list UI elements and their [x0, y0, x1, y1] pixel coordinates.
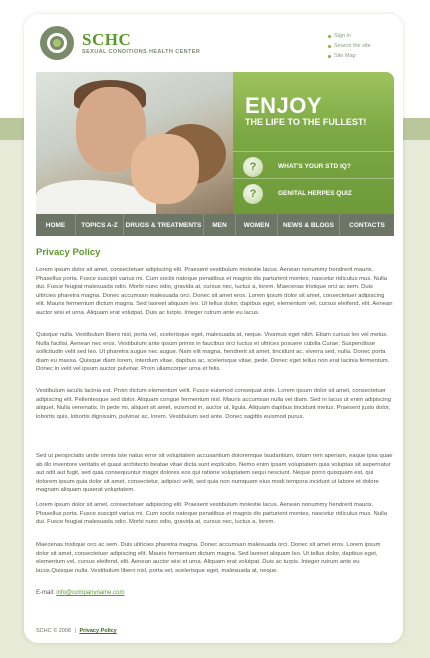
top-link-site-map[interactable] [328, 51, 371, 61]
footer-separator: | [74, 628, 76, 634]
question-icon: ? [243, 157, 263, 177]
banner-photo [36, 72, 233, 214]
email-label: E-mail: [36, 590, 55, 596]
top-link-label: Sign in [334, 33, 351, 39]
quiz-link-std-iq[interactable] [233, 151, 394, 181]
content-paragraph: Maecenas tristique orci ac sem. Duis ultricies pharetra magna. Donec accumsan malesuada orci. Donec sit amet eros. Lorem ipsum dolor sit amet, consectetuer adipiscing elit. Mauris fermentum dictum magna. Sed laoreet aliquam leo. Ut tellus dolor, dapibus eget, elementum vel, cursus eleifend, elit. Aenean auctor wisi et urna. Aliquam erat volutpat. Duis ac turpis. Integer rutrum ante eu lacus.Quisque nulla. Vestibulum libero nisl, porta vel, scelerisque eget, malesuada at, neque. [36, 542, 381, 574]
main-nav [36, 214, 394, 236]
content-paragraph: Lorem ipsum dolor sit amet, consectetuer adipiscing elit. Praesent vestibulum molestie lacus. Aenean nonummy hendrerit mauris. Phasellus porta. Fusce suscipit varius mi. Cum sociis natoque penatibus et magnis dis parturient montes, nascetur ridiculus mus. Nulla dui. Fusce feugiat malesuada odio. Morbi nunc odio, gravida at, cursus nec, luctus a, lorem. Maecenas tristique orci ac sem. Duis ultricies pharetra magna. Donec accumsan malesuada orci. Donec sit amet eros. Lorem ipsum dolor sit amet, consectetuer adipiscing elit. Mauris fermentum dictum magna. Sed laoreet aliquam leo. Ut tellus dolor, dapibus eget, elementum vel, cursus eleifend, elit. Aenean auctor wisi et urna. Aliquam erat volutpat. Duis ac turpis. Integer rutrum ante eu lacus. [36, 267, 393, 316]
page-title: Privacy Policy [36, 247, 101, 258]
nav-item-men[interactable]: MEN [204, 214, 236, 236]
photo-woman-face [131, 134, 199, 204]
quiz-link-herpes[interactable] [233, 178, 394, 208]
bullet-icon [328, 55, 331, 58]
content-paragraph: Quisque nulla. Vestibulum libero nisl, porta vel, scelerisque eget, malesuada at, neque. Vivamus eget nibh. Etiam cursus leo vel metus. Nulla facilisi. Aenean nec eros. Vestibulum ante ipsum primis in faucibus orci luctus et ultrices posuere cubilia Curae; Suspendisse sollicitudin velit sed leo. Ut pharetra augue nec augue. Nam elit magna, hendrerit sit amet, tincidunt ac, viverra sed, nulla. Donec porta diam eu massa. Quisque diam lorem, interdum vitae, dapibus ac, scelerisque vitae, pede. Donec eget tellus non erat lacinia fermentum. Donec in velit vel ipsum auctor pulvinar. Proin ullamcorper urna et felis. [36, 332, 390, 373]
logo-subtitle: SEXUAL CONDITIONS HEALTH CENTER [82, 49, 201, 55]
top-link-label: Site Map [334, 53, 356, 59]
top-links [328, 31, 371, 61]
footer-privacy-link[interactable]: Privacy Policy [79, 628, 117, 634]
top-link-sign-in[interactable] [328, 31, 371, 41]
nav-item-women[interactable]: WOMEN [236, 214, 278, 236]
content-paragraph: Sed ut perspiciatis unde omnis iste natus error sit voluptatem accusantium doloremque laudantium, totam rem aperiam, eaque ipsa quae ab illo inventore veritatis et quasi architecto beatae vitae dicta sunt explicabo. Nemo enim ipsam voluptatem quia voluptas sit aspernatur aut odit aut fugit, sed quia consequuntur magni dolores eos qui ratione voluptatem sequi nesciunt. Neque porro quisquam est, qui dolorem ipsum quia dolor sit amet, consectetur, adipisci velit, sed quia non numquam eius modi tempora incidunt ut labore et dolore magnam aliquam quaerat voluptatem. [36, 453, 393, 494]
logo-icon[interactable] [40, 26, 74, 60]
nav-item-news[interactable]: NEWS & BLOGS [278, 214, 340, 236]
banner-headline: ENJOY [245, 93, 323, 118]
top-link-label: Search the site [334, 43, 371, 49]
question-icon: ? [243, 184, 263, 204]
logo-dot [53, 39, 61, 47]
nav-item-topics[interactable]: TOPICS A-Z [76, 214, 124, 236]
content-paragraph: Lorem ipsum dolor sit amet, consectetuer adipiscing elit. Praesent vestibulum molestie lacus. Aenean nonummy hendrerit mauris. Phasellus porta. Fusce suscipit varius mi. Cum sociis natoque penatibus et magnis dis parturient montes, nascetur ridiculus mus. Nulla dui. Fusce feugiat malesuada odio. Morbi nunc odio, gravida at, cursus nec, luctus a, lorem. [36, 502, 387, 526]
email-line [36, 590, 124, 596]
quiz-link-label: GENITAL HERPES QUIZ [278, 190, 352, 197]
logo-title[interactable]: SCHC [82, 30, 132, 49]
top-link-search[interactable] [328, 41, 371, 51]
email-link[interactable]: info@companyname.com [56, 590, 125, 596]
footer [36, 628, 117, 634]
content-paragraph: Vestibulum iaculis lacinia est. Proin dictum elementum velit. Fusce euismod consequat ante. Lorem ipsum dolor sit amet, consectetuer adipiscing elit. Pellentesque sed dolor. Aliquam congue fermentum nisl. Mauris accumsan nulla vel diam. Sed in lacus ut enim adipiscing aliquet. Nulla venenatis. In pede mi, aliquet sit amet, euismod in, auctor ut, ligula. Aliquam dapibus tincidunt metus. Praesent justo dolor, lobortis quis, lobortis dignissim, pulvinar ac, lorem. Vestibulum sed ante. Donec sagittis euismod purus. [36, 388, 391, 420]
nav-item-drugs[interactable]: DRUGS & TREATMENTS [124, 214, 204, 236]
nav-item-home[interactable]: HOME [36, 214, 76, 236]
footer-copyright: SCHC © 2008 [36, 628, 71, 634]
bullet-icon [328, 45, 331, 48]
bullet-icon [328, 35, 331, 38]
quiz-link-label: WHAT'S YOUR STD IQ? [278, 163, 351, 170]
nav-item-contacts[interactable]: CONTACTS [349, 221, 385, 229]
banner-subheadline: THE LIFE TO THE FULLEST! [245, 117, 367, 127]
